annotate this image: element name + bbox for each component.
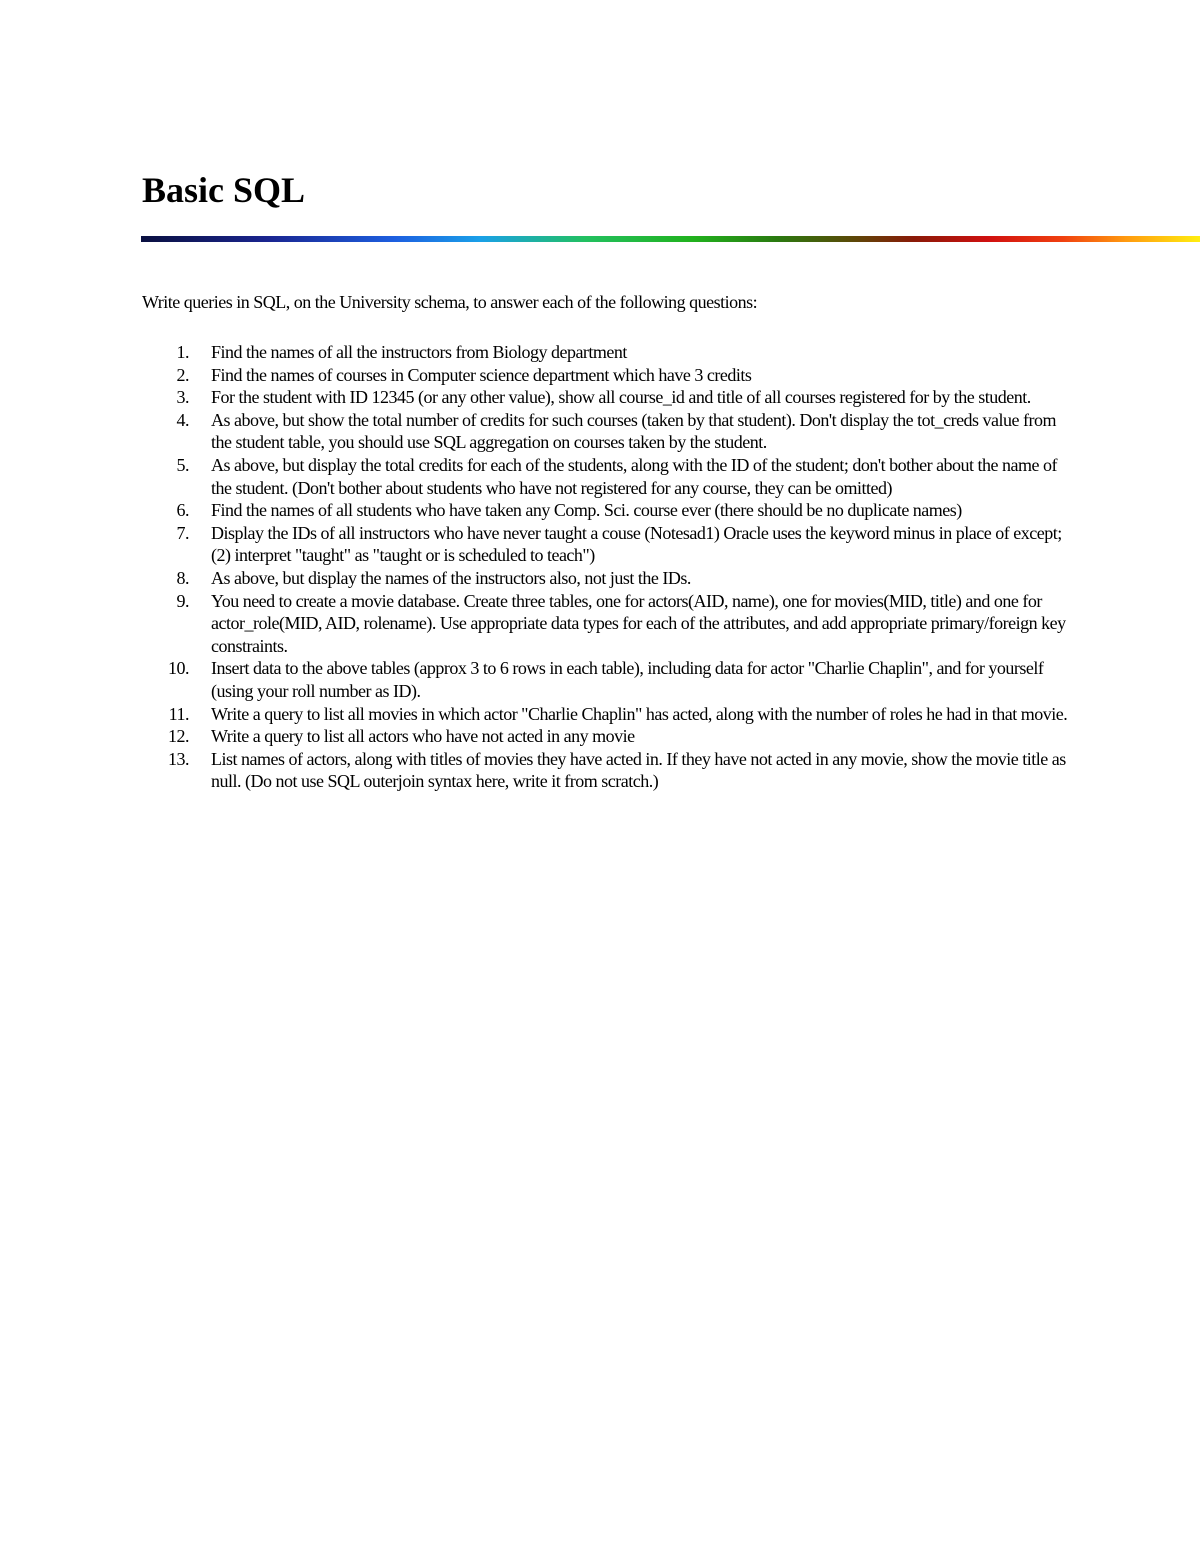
question-text: Find the names of all students who have taken any Comp. Sci. course ever (there should be no duplicate names) xyxy=(211,500,962,521)
page-title: Basic SQL xyxy=(142,170,306,210)
list-item xyxy=(142,409,1072,454)
question-text: As above, but display the names of the instructors also, not just the IDs. xyxy=(211,567,691,588)
question-number: 3. xyxy=(176,387,189,408)
list-item xyxy=(142,567,1072,590)
list-item xyxy=(142,386,1072,409)
question-number: 6. xyxy=(176,500,189,521)
question-number: 1. xyxy=(176,342,189,362)
title-rule xyxy=(141,236,1200,242)
question-text: Insert data to the above tables (approx 3 to 6 rows in each table), including data for actor "Charlie Chaplin", and for yourself (using your roll number as ID). xyxy=(211,658,1044,701)
list-item xyxy=(142,657,1072,702)
list-item xyxy=(142,590,1072,658)
question-text: Write a query to list all actors who have not acted in any movie xyxy=(211,726,635,747)
question-text: As above, but display the total credits for each of the students, along with the ID of the student; don't bother about the name of the student. (Don't bother about students who have not registered for any course, they can be omitted) xyxy=(211,454,1058,498)
question-text: List names of actors, along with titles of movies they have acted in. If they have not acted in any movie, show the movie title as null. (Do not use SQL outerjoin syntax here, write it from scratch.) xyxy=(211,748,1066,792)
list-item xyxy=(142,341,1072,364)
question-number: 12. xyxy=(168,726,189,747)
list-item xyxy=(142,703,1072,726)
intro-text: Write queries in SQL, on the University schema, to answer each of the following questions: xyxy=(142,292,758,312)
question-list xyxy=(142,341,1072,793)
question-number: 11. xyxy=(168,703,189,724)
question-number: 7. xyxy=(176,522,189,543)
list-item xyxy=(142,748,1072,793)
list-item xyxy=(142,499,1072,522)
question-number: 9. xyxy=(176,590,189,611)
question-text: Find the names of all the instructors from Biology department xyxy=(211,342,627,362)
list-item xyxy=(142,522,1072,567)
question-number: 5. xyxy=(176,454,189,475)
question-text: Find the names of courses in Computer science department which have 3 credits xyxy=(211,364,752,385)
question-text: Write a query to list all movies in which actor "Charlie Chaplin" has acted, along with the number of roles he had in that movie. xyxy=(211,703,1068,724)
question-text: You need to create a movie database. Create three tables, one for actors(AID, name), one for movies(MID, title) and one for actor_role(MID, AID, rolename). Use appropriate data types for each of the attributes, and add appropriate primary/foreign key constraints. xyxy=(211,590,1066,656)
question-number: 10. xyxy=(168,658,189,679)
question-text: As above, but show the total number of credits for such courses (taken by that student). Don't display the tot_creds value from the student table, you should use SQL aggregation on courses taken by the student. xyxy=(211,409,1057,453)
list-item xyxy=(142,454,1072,499)
question-number: 4. xyxy=(176,409,189,430)
list-item xyxy=(142,364,1072,387)
question-text: Display the IDs of all instructors who have never taught a couse (Notesad1) Oracle uses the keyword minus in place of except; (2) interpret "taught" as "taught or is scheduled to teach") xyxy=(211,522,1062,566)
question-text: For the student with ID 12345 (or any other value), show all course_id and title of all courses registered for by the student. xyxy=(211,387,1031,408)
question-number: 2. xyxy=(176,364,189,385)
question-number: 8. xyxy=(176,567,189,588)
list-item xyxy=(142,725,1072,748)
question-number: 13. xyxy=(168,748,189,769)
